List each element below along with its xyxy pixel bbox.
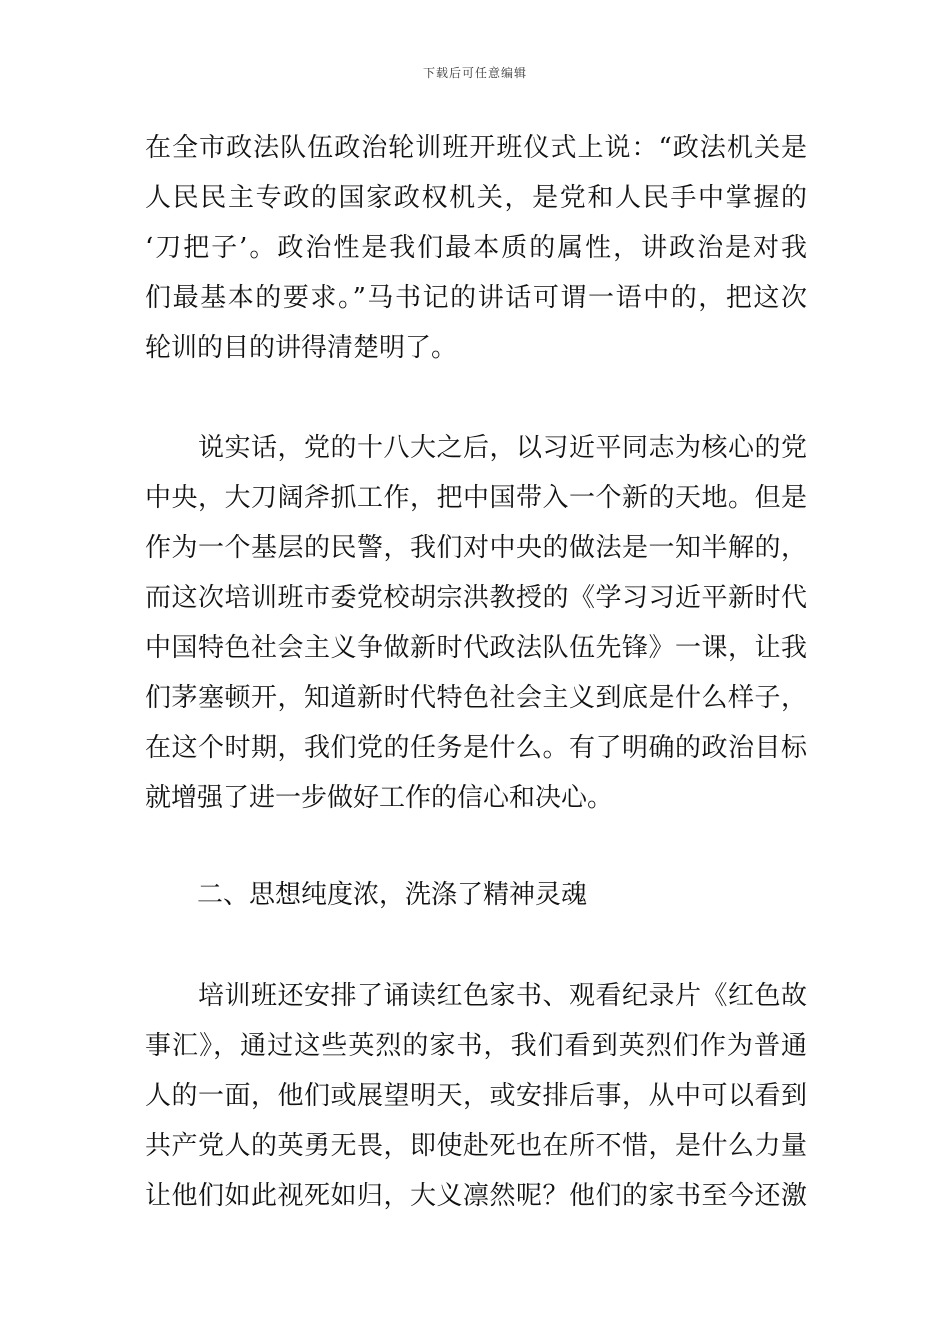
text-line: ‘刀把子’。政治性是我们最本质的属性，讲政治是对我 [145, 233, 807, 263]
text-line: 中国特色社会主义争做新时代政法队伍先锋》一课，让我 [145, 633, 807, 663]
text-line: 人民民主专政的国家政权机关，是党和人民手中掌握的 [145, 183, 807, 213]
text-line: 们最基本的要求。”马书记的讲话可谓一语中的，把这次 [145, 283, 807, 313]
text-line: 事汇》，通过这些英烈的家书，我们看到英烈们作为普通 [145, 1031, 807, 1061]
text-line: 人的一面，他们或展望明天，或安排后事，从中可以看到 [145, 1081, 807, 1111]
header-note: 下载后可任意编辑 [422, 66, 527, 80]
text-line: 中央，大刀阔斧抓工作，把中国带入一个新的天地。但是 [145, 483, 807, 513]
text-line: 培训班还安排了诵读红色家书、观看纪录片《红色故 [145, 981, 807, 1011]
text-line: 在全市政法队伍政治轮训班开班仪式上说：“政法机关是 [145, 133, 807, 163]
paragraph-3 [145, 971, 807, 1221]
paragraph-1 [145, 123, 807, 373]
text-line: 在这个时期，我们党的任务是什么。有了明确的政治目标 [145, 733, 807, 763]
text-line: 就增强了进一步做好工作的信心和决心。 [145, 783, 614, 813]
text-line: 作为一个基层的民警，我们对中央的做法是一知半解的， [145, 533, 807, 563]
text-line: 轮训的目的讲得清楚明了。 [145, 333, 458, 363]
text-line: 共产党人的英勇无畏，即使赴死也在所不惜，是什么力量 [145, 1131, 807, 1161]
section-heading-text: 二、思想纯度浓，洗涤了精神灵魂 [145, 880, 588, 910]
text-line: 而这次培训班市委党校胡宗洪教授的《学习习近平新时代 [145, 583, 807, 613]
text-line: 说实话，党的十八大之后，以习近平同志为核心的党 [145, 433, 807, 463]
section-heading [145, 870, 807, 920]
paragraph-2 [145, 423, 807, 823]
text-line: 让他们如此视死如归，大义凛然呢？他们的家书至今还激 [145, 1181, 807, 1211]
text-line: 们茅塞顿开，知道新时代特色社会主义到底是什么样子， [145, 683, 807, 713]
